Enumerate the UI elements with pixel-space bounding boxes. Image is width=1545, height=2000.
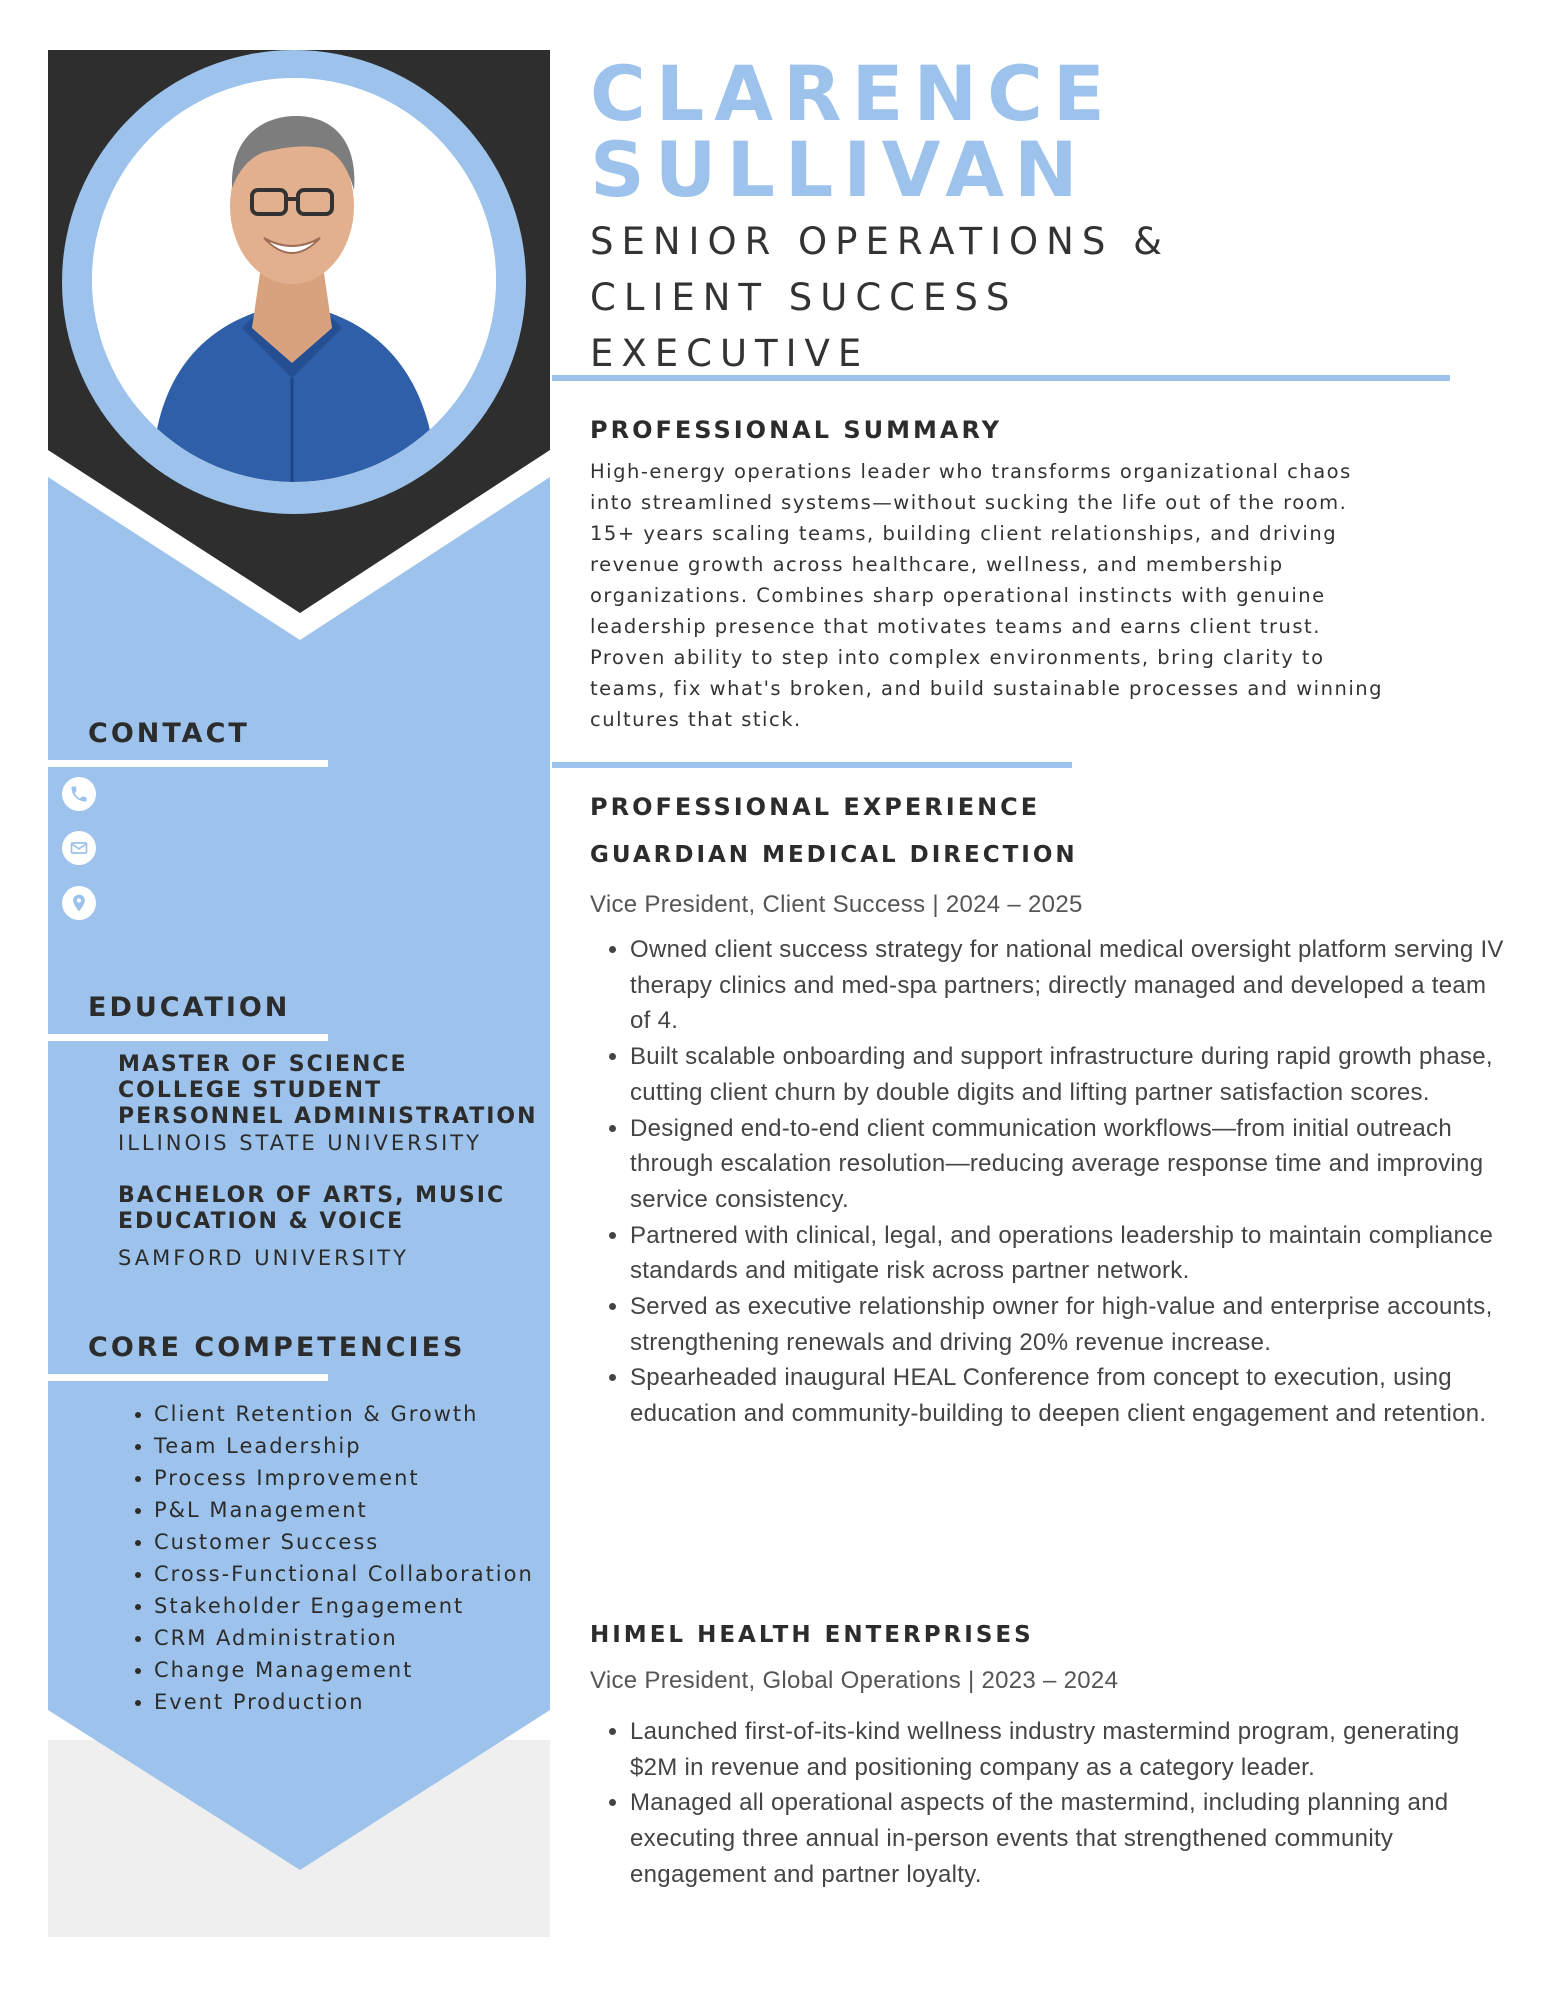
candidate-name <box>590 49 1115 214</box>
bullet-item: • Managed all operational aspects of the mastermind, including planning and executing three annual in-person events that strengthened community engagement and partner loyalty. <box>630 1785 1510 1892</box>
phone-icon <box>62 777 96 811</box>
competency-item: • Process Improvement <box>154 1462 534 1494</box>
location-icon <box>62 886 96 920</box>
education-item <box>118 1183 538 1271</box>
education-school: SAMFORD UNIVERSITY <box>118 1246 409 1270</box>
competency-item: • Stakeholder Engagement <box>154 1590 534 1622</box>
job-bullets <box>590 932 1510 1432</box>
summary-text: High-energy operations leader who transforms organizational chaos into streamlined systems—without sucking the life out of the room. 15+ years scaling teams, building client relationships, and driving revenue growth across healthcare, wellness, and membership organizations. Combines sharp operational instincts with genuine leadership presence that motivates teams and earns client trust. Proven ability to step into complex environments, bring clarity to teams, fix what's broken, and build sustainable processes and winning cultures that stick. <box>590 460 1383 731</box>
job-bullets <box>590 1714 1510 1893</box>
bullet-item: • Designed end-to-end client communication workflows—from initial outreach through escalation resolution—reducing average response time and improving service consistency. <box>630 1111 1510 1218</box>
company-name: HIMEL HEALTH ENTERPRISES <box>590 1622 1034 1648</box>
company-name: GUARDIAN MEDICAL DIRECTION <box>590 842 1078 868</box>
email-icon <box>62 831 96 865</box>
bullet-item: • Built scalable onboarding and support infrastructure during rapid growth phase, cutting client churn by double digits and lifting partner satisfaction scores. <box>630 1039 1510 1110</box>
avatar <box>92 78 496 482</box>
education-item <box>118 1052 538 1156</box>
experience-title: PROFESSIONAL EXPERIENCE <box>590 793 1041 821</box>
competency-item: • P&L Management <box>154 1494 534 1526</box>
bullet-item: • Spearheaded inaugural HEAL Conference from concept to execution, using education and community-building to deepen client engagement and retention. <box>630 1360 1510 1431</box>
competency-item: • Cross-Functional Collaboration <box>154 1558 534 1590</box>
competencies-list <box>118 1398 534 1718</box>
competency-item: • CRM Administration <box>154 1622 534 1654</box>
contact-divider <box>48 760 328 767</box>
bullet-item: • Partnered with clinical, legal, and operations leadership to maintain compliance standards and mitigate risk across partner network. <box>630 1218 1510 1289</box>
summary-title: PROFESSIONAL SUMMARY <box>590 416 1003 444</box>
summary-divider <box>552 762 1072 768</box>
competencies-title: CORE COMPETENCIES <box>88 1332 466 1363</box>
name-line-1: CLARENCE <box>590 49 1115 138</box>
name-line-2: SULLIVAN <box>590 125 1088 214</box>
competencies-divider <box>48 1374 328 1381</box>
education-degree: MASTER OF SCIENCE COLLEGE STUDENT PERSONNEL ADMINISTRATION <box>118 1052 538 1129</box>
competency-item: • Team Leadership <box>154 1430 534 1462</box>
competency-item: • Client Retention & Growth <box>154 1398 534 1430</box>
bullet-item: • Served as executive relationship owner for high-value and enterprise accounts, strengthening renewals and driving 20% revenue increase. <box>630 1289 1510 1360</box>
education-degree: BACHELOR OF ARTS, MUSIC EDUCATION & VOICE <box>118 1183 506 1234</box>
competency-item: • Event Production <box>154 1686 534 1718</box>
education-school: ILLINOIS STATE UNIVERSITY <box>118 1131 482 1155</box>
bullet-item: • Launched first-of-its-kind wellness industry mastermind program, generating $2M in revenue and positioning company as a category leader. <box>630 1714 1510 1785</box>
competency-item: • Customer Success <box>154 1526 534 1558</box>
job-title: SENIOR OPERATIONS & CLIENT SUCCESS EXECUTIVE <box>590 220 1170 375</box>
education-divider <box>48 1034 328 1041</box>
profile-photo <box>92 78 496 482</box>
competency-item: • Change Management <box>154 1654 534 1686</box>
header-divider <box>552 375 1450 381</box>
bullet-item: • Owned client success strategy for national medical oversight platform serving IV therapy clinics and med-spa partners; directly managed and developed a team of 4. <box>630 932 1510 1039</box>
contact-title: CONTACT <box>88 718 250 749</box>
job-role: Vice President, Global Operations | 2023 – 2024 <box>590 1667 1119 1694</box>
job-role: Vice President, Client Success | 2024 – 2025 <box>590 891 1083 918</box>
education-title: EDUCATION <box>88 992 291 1023</box>
